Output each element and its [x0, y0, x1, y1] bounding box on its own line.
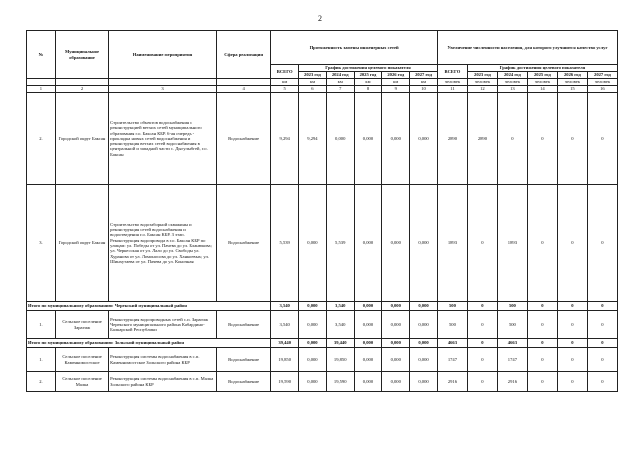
column-number: 9	[382, 86, 410, 93]
row-sphere: Водоснабжение	[216, 93, 270, 185]
header-municipality: Муниципальное образование	[55, 31, 108, 79]
total-km-value: 0,000	[382, 339, 410, 348]
row-people-value: 0	[527, 93, 557, 185]
row-km-value: 0,000	[299, 311, 327, 339]
row-people-value: 500	[437, 311, 467, 339]
row-people-value: 0	[557, 93, 587, 185]
row-people-value: 0	[587, 348, 617, 372]
row-km-value: 0,000	[410, 372, 438, 392]
header-sphere: Сфера реализации	[216, 31, 270, 79]
column-number: 6	[299, 86, 327, 93]
table-row	[27, 372, 618, 392]
column-number: 12	[467, 86, 497, 93]
column-number: 1	[27, 86, 56, 93]
row-km-value: 0,000	[354, 185, 382, 302]
row-km-value: 0,000	[410, 93, 438, 185]
header-event: Наименование мероприятия	[109, 31, 217, 79]
row-people-value: 1747	[497, 348, 527, 372]
row-km-value: 9,294	[299, 93, 327, 185]
unit-people: человек	[527, 79, 557, 86]
header-km-year: 2027 год	[410, 72, 438, 79]
row-km-value: 0,000	[354, 93, 382, 185]
column-numbers-row	[27, 86, 618, 93]
row-event: Реконструкция системы водоснабжения в с.п. Малка Зольского района КБР	[109, 372, 217, 392]
header-no: №	[27, 31, 56, 79]
header-km-year: 2024 год	[326, 72, 354, 79]
row-km-value: 19,590	[271, 372, 299, 392]
header-length-group: Протяженность замены инженерных сетей	[271, 31, 438, 65]
row-km-value: 0,000	[382, 185, 410, 302]
column-number: 16	[587, 86, 617, 93]
row-municipality: Сельское поселение Малка	[55, 372, 108, 392]
row-people-value: 0	[587, 311, 617, 339]
header-people-year: 2027 год	[587, 72, 617, 79]
row-km-value: 0,000	[382, 348, 410, 372]
total-people-value: 0	[527, 302, 557, 311]
row-people-value: 0	[527, 311, 557, 339]
table-row	[27, 311, 618, 339]
total-people-value: 0	[467, 302, 497, 311]
header-km-total: ВСЕГО	[271, 65, 299, 79]
total-people-value: 4663	[497, 339, 527, 348]
row-sphere: Водоснабжение	[216, 372, 270, 392]
header-km-year: 2025 год	[354, 72, 382, 79]
row-people-value: 2890	[467, 93, 497, 185]
header-row-1	[27, 31, 618, 65]
unit-people: человек	[497, 79, 527, 86]
unit-people: человек	[557, 79, 587, 86]
header-km-schedule: График достижения целевого показателя	[299, 65, 438, 72]
total-people-value: 0	[557, 302, 587, 311]
total-row	[27, 339, 618, 348]
row-km-value: 9,294	[271, 93, 299, 185]
row-people-value: 0	[467, 185, 497, 302]
row-people-value: 0	[587, 93, 617, 185]
total-km-value: 3,540	[271, 302, 299, 311]
row-municipality: Городской округ Баксан	[55, 185, 108, 302]
total-people-value: 0	[527, 339, 557, 348]
total-people-value: 0	[557, 339, 587, 348]
total-km-value: 3,540	[326, 302, 354, 311]
table-row	[27, 348, 618, 372]
row-km-value: 0,000	[354, 348, 382, 372]
unit-people: человек	[437, 79, 467, 86]
column-number: 15	[557, 86, 587, 93]
page-number: 2	[318, 14, 322, 23]
table-row	[27, 185, 618, 302]
total-km-value: 0,000	[382, 302, 410, 311]
row-event: Строительство объектов водоснабжения с реконструкцией ветхих сетей муниципального образования г.о. Баксан КБР. 6-ая очередь - прокладка новых сетей водоснабжения и реконструкция ветхих сетей водоснабжения в центральной и западной части с. Дыгулыбгей, г.о. Баксан	[109, 93, 217, 185]
row-number: 1.	[27, 311, 56, 339]
total-people-value: 500	[437, 302, 467, 311]
row-people-value: 2890	[437, 93, 467, 185]
row-people-value: 0	[557, 348, 587, 372]
column-number: 2	[55, 86, 108, 93]
row-km-value: 19,850	[271, 348, 299, 372]
total-km-value: 0,000	[410, 339, 438, 348]
total-row	[27, 302, 618, 311]
column-number: 3	[109, 86, 217, 93]
total-km-value: 0,000	[354, 339, 382, 348]
unit-km: км	[354, 79, 382, 86]
row-km-value: 0,000	[382, 93, 410, 185]
column-number: 14	[527, 86, 557, 93]
header-population-group: Увеличение численности населения, для которого улучшится качество услуг	[437, 31, 617, 65]
header-people-year: 2024 год	[497, 72, 527, 79]
row-people-value: 1893	[437, 185, 467, 302]
row-municipality: Сельское поселение Зарагиж	[55, 311, 108, 339]
total-km-value: 0,000	[299, 302, 327, 311]
row-number: 1.	[27, 348, 56, 372]
unit-people: человек	[467, 79, 497, 86]
column-number: 13	[497, 86, 527, 93]
unit-km: км	[271, 79, 299, 86]
row-km-value: 19,850	[326, 348, 354, 372]
row-number: 2.	[27, 93, 56, 185]
total-km-value: 0,000	[299, 339, 327, 348]
row-event: Реконструкция водопроводных сетей с.п. Зарагиж Черекского муниципального района Кабардино-Балкарской Республики	[109, 311, 217, 339]
row-municipality: Городской округ Баксан	[55, 93, 108, 185]
row-km-value: 0,000	[299, 348, 327, 372]
row-km-value: 0,000	[382, 311, 410, 339]
row-km-value: 0,000	[299, 185, 327, 302]
row-sphere: Водоснабжение	[216, 311, 270, 339]
row-people-value: 0	[467, 348, 497, 372]
total-km-value: 0,000	[354, 302, 382, 311]
row-km-value: 5,539	[271, 185, 299, 302]
row-km-value: 5,539	[326, 185, 354, 302]
units-row	[27, 79, 618, 86]
row-people-value: 0	[467, 372, 497, 392]
total-km-value: 0,000	[410, 302, 438, 311]
row-number: 3.	[27, 185, 56, 302]
row-km-value: 0,000	[410, 348, 438, 372]
column-number: 10	[410, 86, 438, 93]
total-label: Итого по муниципальному образованию: Черекский муниципальный район	[27, 302, 271, 311]
column-number: 7	[326, 86, 354, 93]
column-number: 5	[271, 86, 299, 93]
row-people-value: 0	[557, 311, 587, 339]
row-km-value: 19,590	[326, 372, 354, 392]
row-people-value: 1893	[497, 185, 527, 302]
row-sphere: Водоснабжение	[216, 185, 270, 302]
unit-people: человек	[587, 79, 617, 86]
total-km-value: 39,440	[271, 339, 299, 348]
row-people-value: 0	[587, 185, 617, 302]
row-number: 2.	[27, 372, 56, 392]
row-km-value: 0,000	[382, 372, 410, 392]
header-people-schedule: График достижения целевого показателя	[467, 65, 617, 72]
total-people-value: 4663	[437, 339, 467, 348]
total-people-value: 0	[467, 339, 497, 348]
row-people-value: 0	[467, 311, 497, 339]
row-event: Реконструкция системы водоснабжения в с.п. Каменномостское Зольского района КБР	[109, 348, 217, 372]
header-people-total: ВСЕГО	[437, 65, 467, 79]
row-km-value: 3,540	[326, 311, 354, 339]
total-people-value: 0	[587, 339, 617, 348]
column-number: 8	[354, 86, 382, 93]
header-people-year: 2023 год	[467, 72, 497, 79]
row-people-value: 1747	[437, 348, 467, 372]
column-number: 11	[437, 86, 467, 93]
row-people-value: 0	[527, 348, 557, 372]
total-people-value: 0	[587, 302, 617, 311]
total-label: Итого по муниципальному образованию: Зольский муниципальный район	[27, 339, 271, 348]
unit-km: км	[299, 79, 327, 86]
header-km-year: 2023 год	[299, 72, 327, 79]
row-people-value: 0	[527, 372, 557, 392]
unit-km: км	[382, 79, 410, 86]
header-people-year: 2025 год	[527, 72, 557, 79]
header-people-year: 2026 год	[557, 72, 587, 79]
row-km-value: 0,000	[299, 372, 327, 392]
row-people-value: 0	[557, 185, 587, 302]
unit-km: км	[410, 79, 438, 86]
row-people-value: 0	[587, 372, 617, 392]
row-event: Строительство водозаборной скважины и реконструкция сетей водоснабжения и водоотведения г.о. Баксан КБР. 3 этап. Реконструкция водопровода в г.о. Баксан КБР по улицам: ул. Победы от ул. Пачева до ул. Бланюкова; ул. Черкесская от ул. Лало до ул. Свободы ул. Хуранова от ул. Ломоносова до ул. Ханкоевых; ул. Шинхутаева от ул. Пачева до ул. Коночная	[109, 185, 217, 302]
row-km-value: 0,000	[354, 372, 382, 392]
total-km-value: 39,440	[326, 339, 354, 348]
row-people-value: 2916	[437, 372, 467, 392]
row-km-value: 0,000	[326, 93, 354, 185]
table-row	[27, 93, 618, 185]
row-people-value: 0	[557, 372, 587, 392]
row-km-value: 0,000	[410, 185, 438, 302]
column-number: 4	[216, 86, 270, 93]
total-people-value: 500	[497, 302, 527, 311]
row-municipality: Сельское поселение Каменномостское	[55, 348, 108, 372]
row-km-value: 3,540	[271, 311, 299, 339]
row-people-value: 500	[497, 311, 527, 339]
row-sphere: Водоснабжение	[216, 348, 270, 372]
unit-km: км	[326, 79, 354, 86]
program-table	[26, 30, 618, 392]
row-people-value: 0	[527, 185, 557, 302]
row-people-value: 2916	[497, 372, 527, 392]
header-km-year: 2026 год	[382, 72, 410, 79]
row-people-value: 0	[497, 93, 527, 185]
row-km-value: 0,000	[410, 311, 438, 339]
row-km-value: 0,000	[354, 311, 382, 339]
